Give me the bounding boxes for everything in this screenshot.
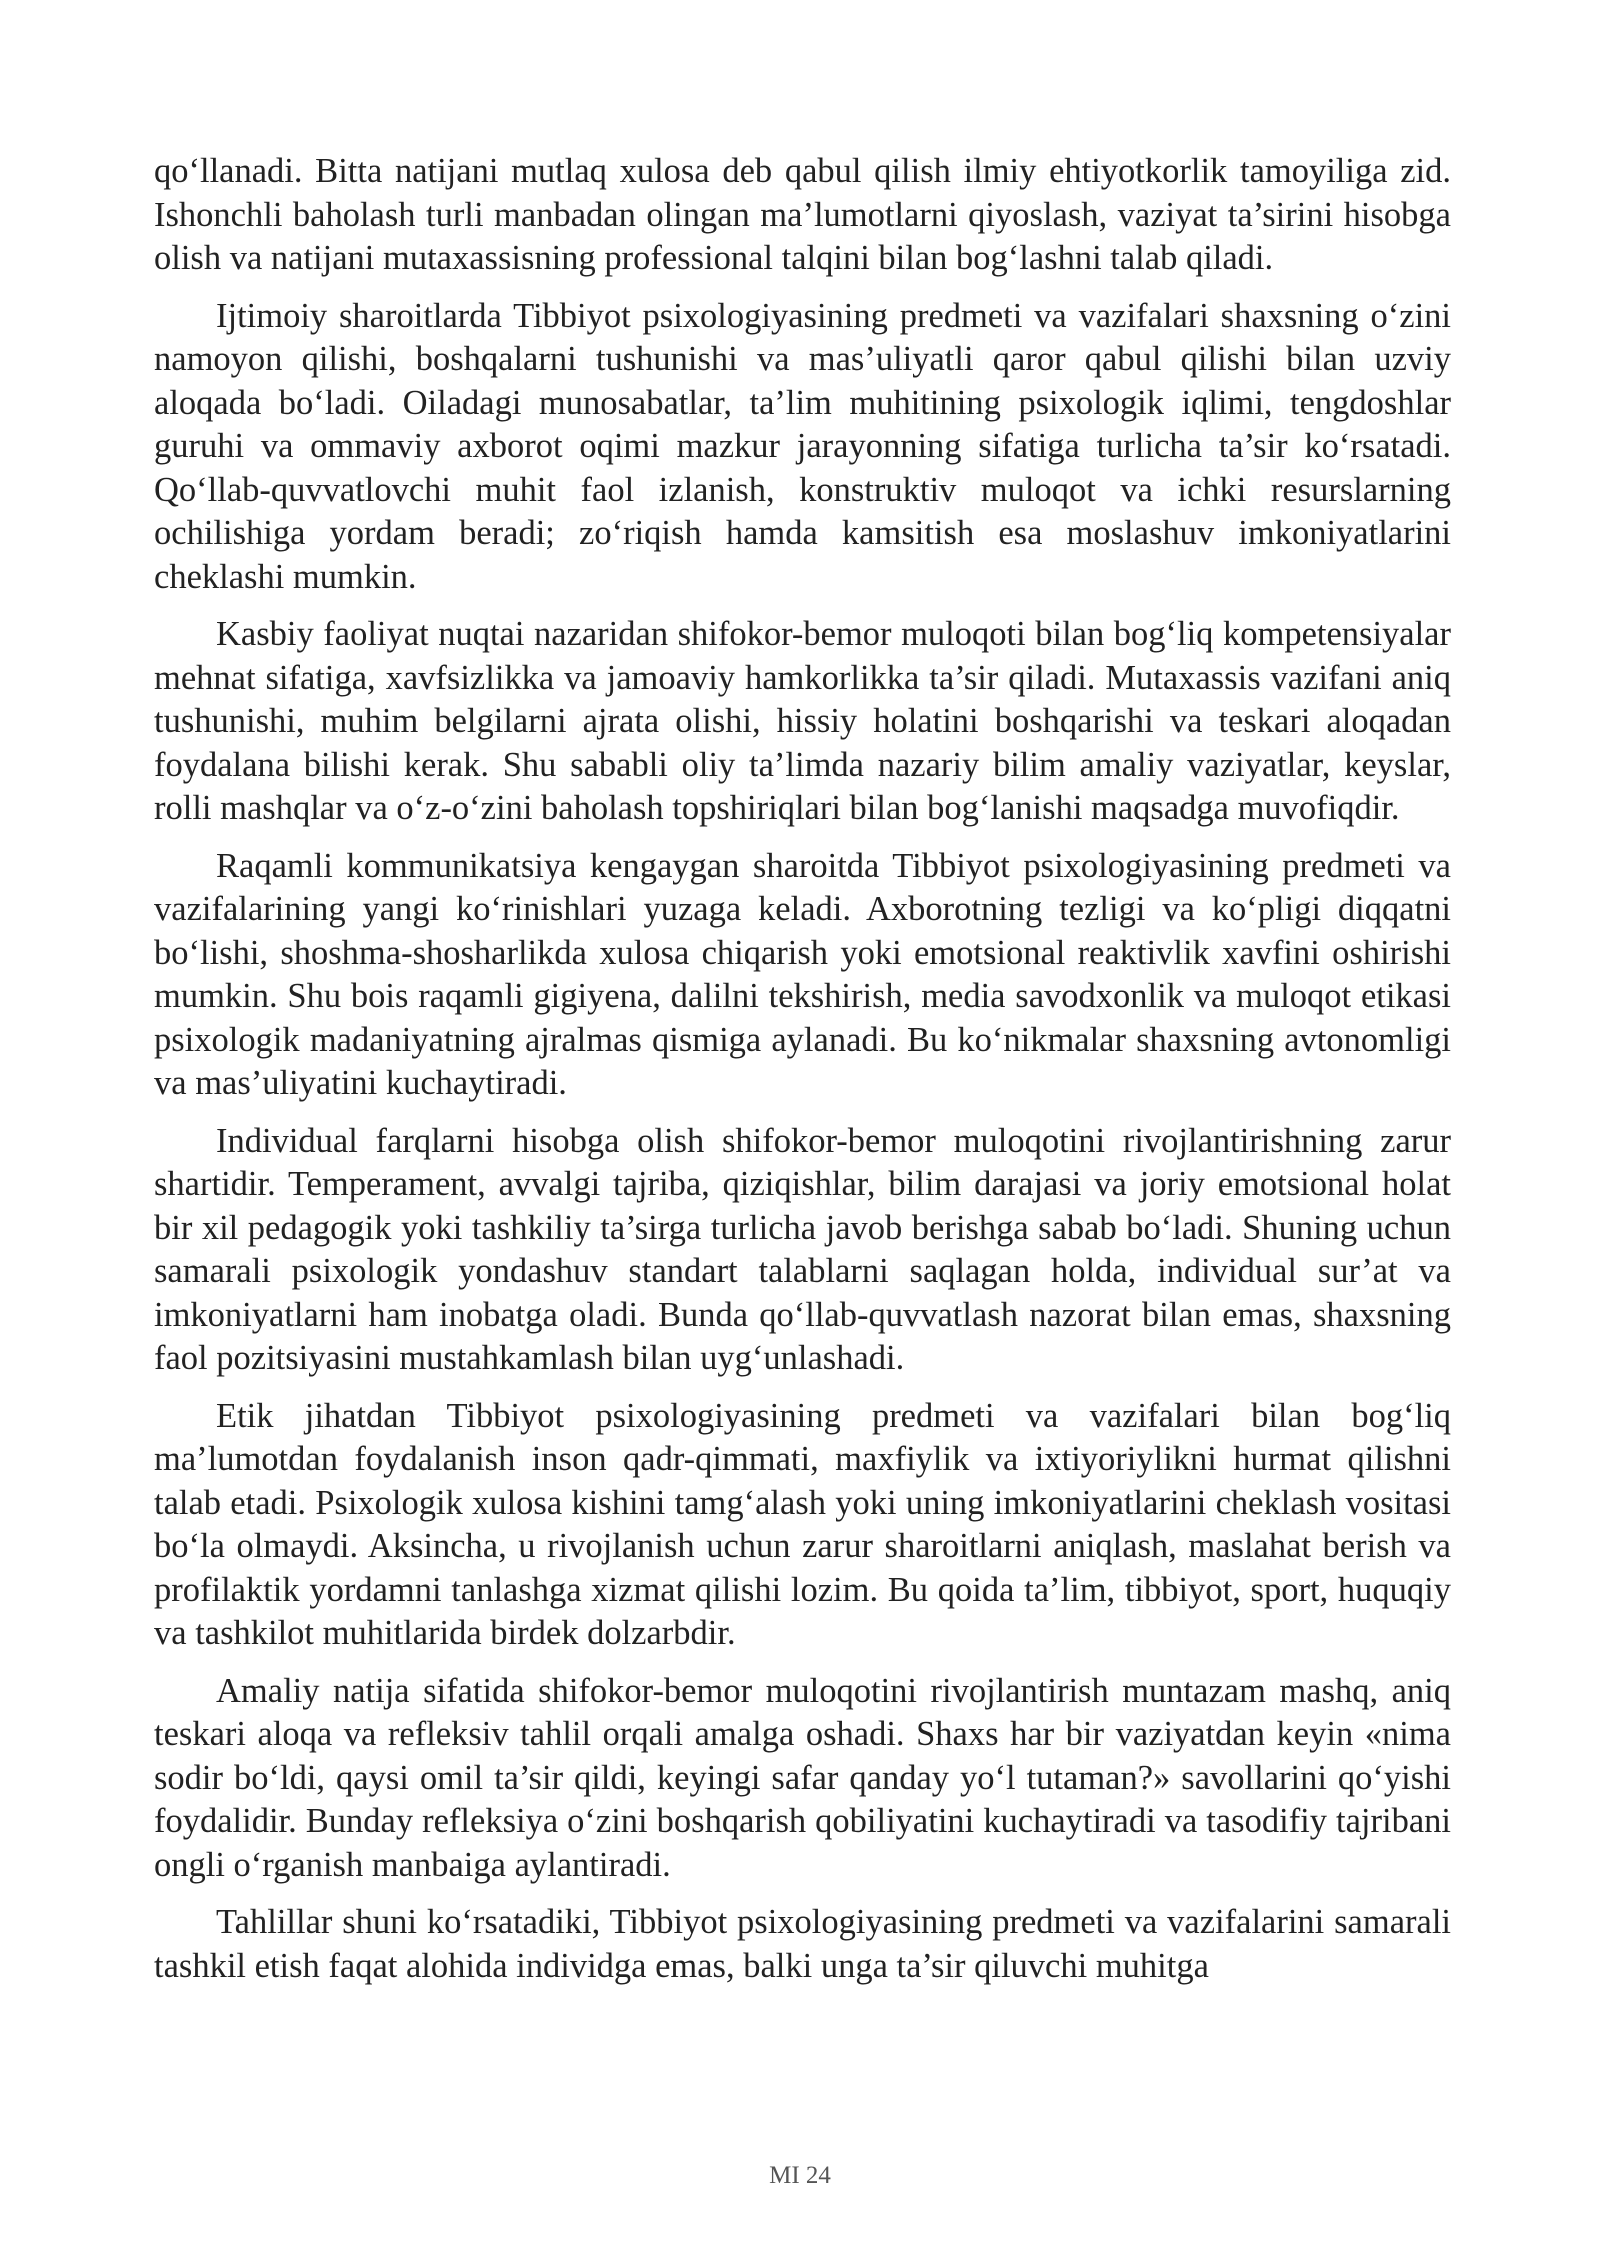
paragraph-analysis: Tahlillar shuni ko‘rsatadiki, Tibbiyot psixologiyasining predmeti va vazifalarini samarali tashkil etish faqat alohida individga emas, balki unga ta’sir qiluvchi muhitga — [154, 1903, 1451, 1985]
paragraph-ethics: Etik jihatdan Tibbiyot psixologiyasining predmeti va vazifalari bilan bog‘liq ma’lumotdan foydalanish inson qadr-qimmati, maxfiylik va ixtiyoriylikni hurmat qilishni talab etadi. Psixologik xulosa kishini tamg‘alash yoki uning imkoniyatlarini cheklash vositasi bo‘la olmaydi. Aksincha, u rivojlanish uchun zarur sharoitlarni aniqlash, maslahat berish va profilaktik yordamni tanlashga xizmat qilishi lozim. Bu qoida ta’lim, tibbiyot, sport, huquqiy va tashkilot muhitlarida birdek dolzarbdir. — [154, 1396, 1451, 1652]
page-number: MI 24 — [769, 2162, 831, 2189]
paragraph-social-conditions: Ijtimoiy sharoitlarda Tibbiyot psixologiyasining predmeti va vazifalari shaxsning o‘zini namoyon qilishi, boshqalarni tushunishi va mas’uliyatli qaror qabul qilishi bilan uzviy aloqada bo‘ladi. Oiladagi munosabatlar, ta’lim muhitining psixologik iqlimi, tengdoshlar guruhi va ommaviy axborot oqimi mazkur jarayonning sifatiga turlicha ta’sir ko‘rsatadi. Qo‘llab-quvvatlovchi muhit faol izlanish, konstruktiv muloqot va ichki resurslarning ochilishiga yordam beradi; zo‘riqish hamda kamsitish esa moslashuv imkoniyatlarini cheklashi mumkin. — [154, 296, 1451, 596]
paragraph-professional-activity: Kasbiy faoliyat nuqtai nazaridan shifokor-bemor muloqoti bilan bog‘liq kompetensiyalar mehnat sifatiga, xavfsizlikka va jamoaviy hamkorlikka ta’sir qiladi. Mutaxassis vazifani aniq tushunishi, muhim belgilarni ajrata olishi, hissiy holatini boshqarishi va teskari aloqadan foydalana bilishi kerak. Shu sababli oliy ta’limda nazariy bilim amaliy vaziyatlar, keyslar, rolli mashqlar va o‘z-o‘zini baholash topshiriqlari bilan bog‘lanishi maqsadga muvofiqdir. — [154, 615, 1451, 827]
paragraph-continued: qo‘llanadi. Bitta natijani mutlaq xulosa deb qabul qilish ilmiy ehtiyotkorlik tamoyiliga zid. Ishonchli baholash turli manbadan olingan ma’lumotlarni qiyoslash, vaziyat ta’sirini hisobga olish va natijani mutaxassisning professional talqini bilan bog‘lashni talab qiladi. — [154, 152, 1451, 277]
paragraph-individual-differences: Individual farqlarni hisobga olish shifokor-bemor muloqotini rivojlantirishning zarur shartidir. Temperament, avvalgi tajriba, qiziqishlar, bilim darajasi va joriy emotsional holat bir xil pedagogik yoki tashkiliy ta’sirga turlicha javob berishga sabab bo‘ladi. Shuning uchun samarali psixologik yondashuv standart talablarni saqlagan holda, individual sur’at va imkoniyatlarni ham inobatga oladi. Bunda qo‘llab-quvvatlash nazorat bilan emas, shaxsning faol pozitsiyasini mustahkamlash bilan uyg‘unlashadi. — [154, 1121, 1451, 1377]
document-page — [154, 150, 1451, 2002]
paragraph-practical-result: Amaliy natija sifatida shifokor-bemor muloqotini rivojlantirish muntazam mashq, aniq teskari aloqa va refleksiv tahlil orqali amalga oshadi. Shaxs har bir vaziyatdan keyin «nima sodir bo‘ldi, qaysi omil ta’sir qildi, keyingi safar qanday yo‘l tutaman?» savollarini qo‘yishi foydalidir. Bunday refleksiya o‘zini boshqarish qobiliyatini kuchaytiradi va tasodifiy tajribani ongli o‘rganish manbaiga aylantiradi. — [154, 1671, 1451, 1884]
paragraph-digital-communication: Raqamli kommunikatsiya kengaygan sharoitda Tibbiyot psixologiyasining predmeti va vazifalarining yangi ko‘rinishlari yuzaga keladi. Axborotning tezligi va ko‘pligi diqqatni bo‘lishi, shoshma-shosharlikda xulosa chiqarish yoki emotsional reaktivlik xavfini oshirishi mumkin. Shu bois raqamli gigiyena, dalilni tekshirish, media savodxonlik va muloqot etikasi psixologik madaniyatning ajralmas qismiga aylanadi. Bu ko‘nikmalar shaxsning avtonomligi va mas’uliyatini kuchaytiradi. — [154, 846, 1451, 1102]
